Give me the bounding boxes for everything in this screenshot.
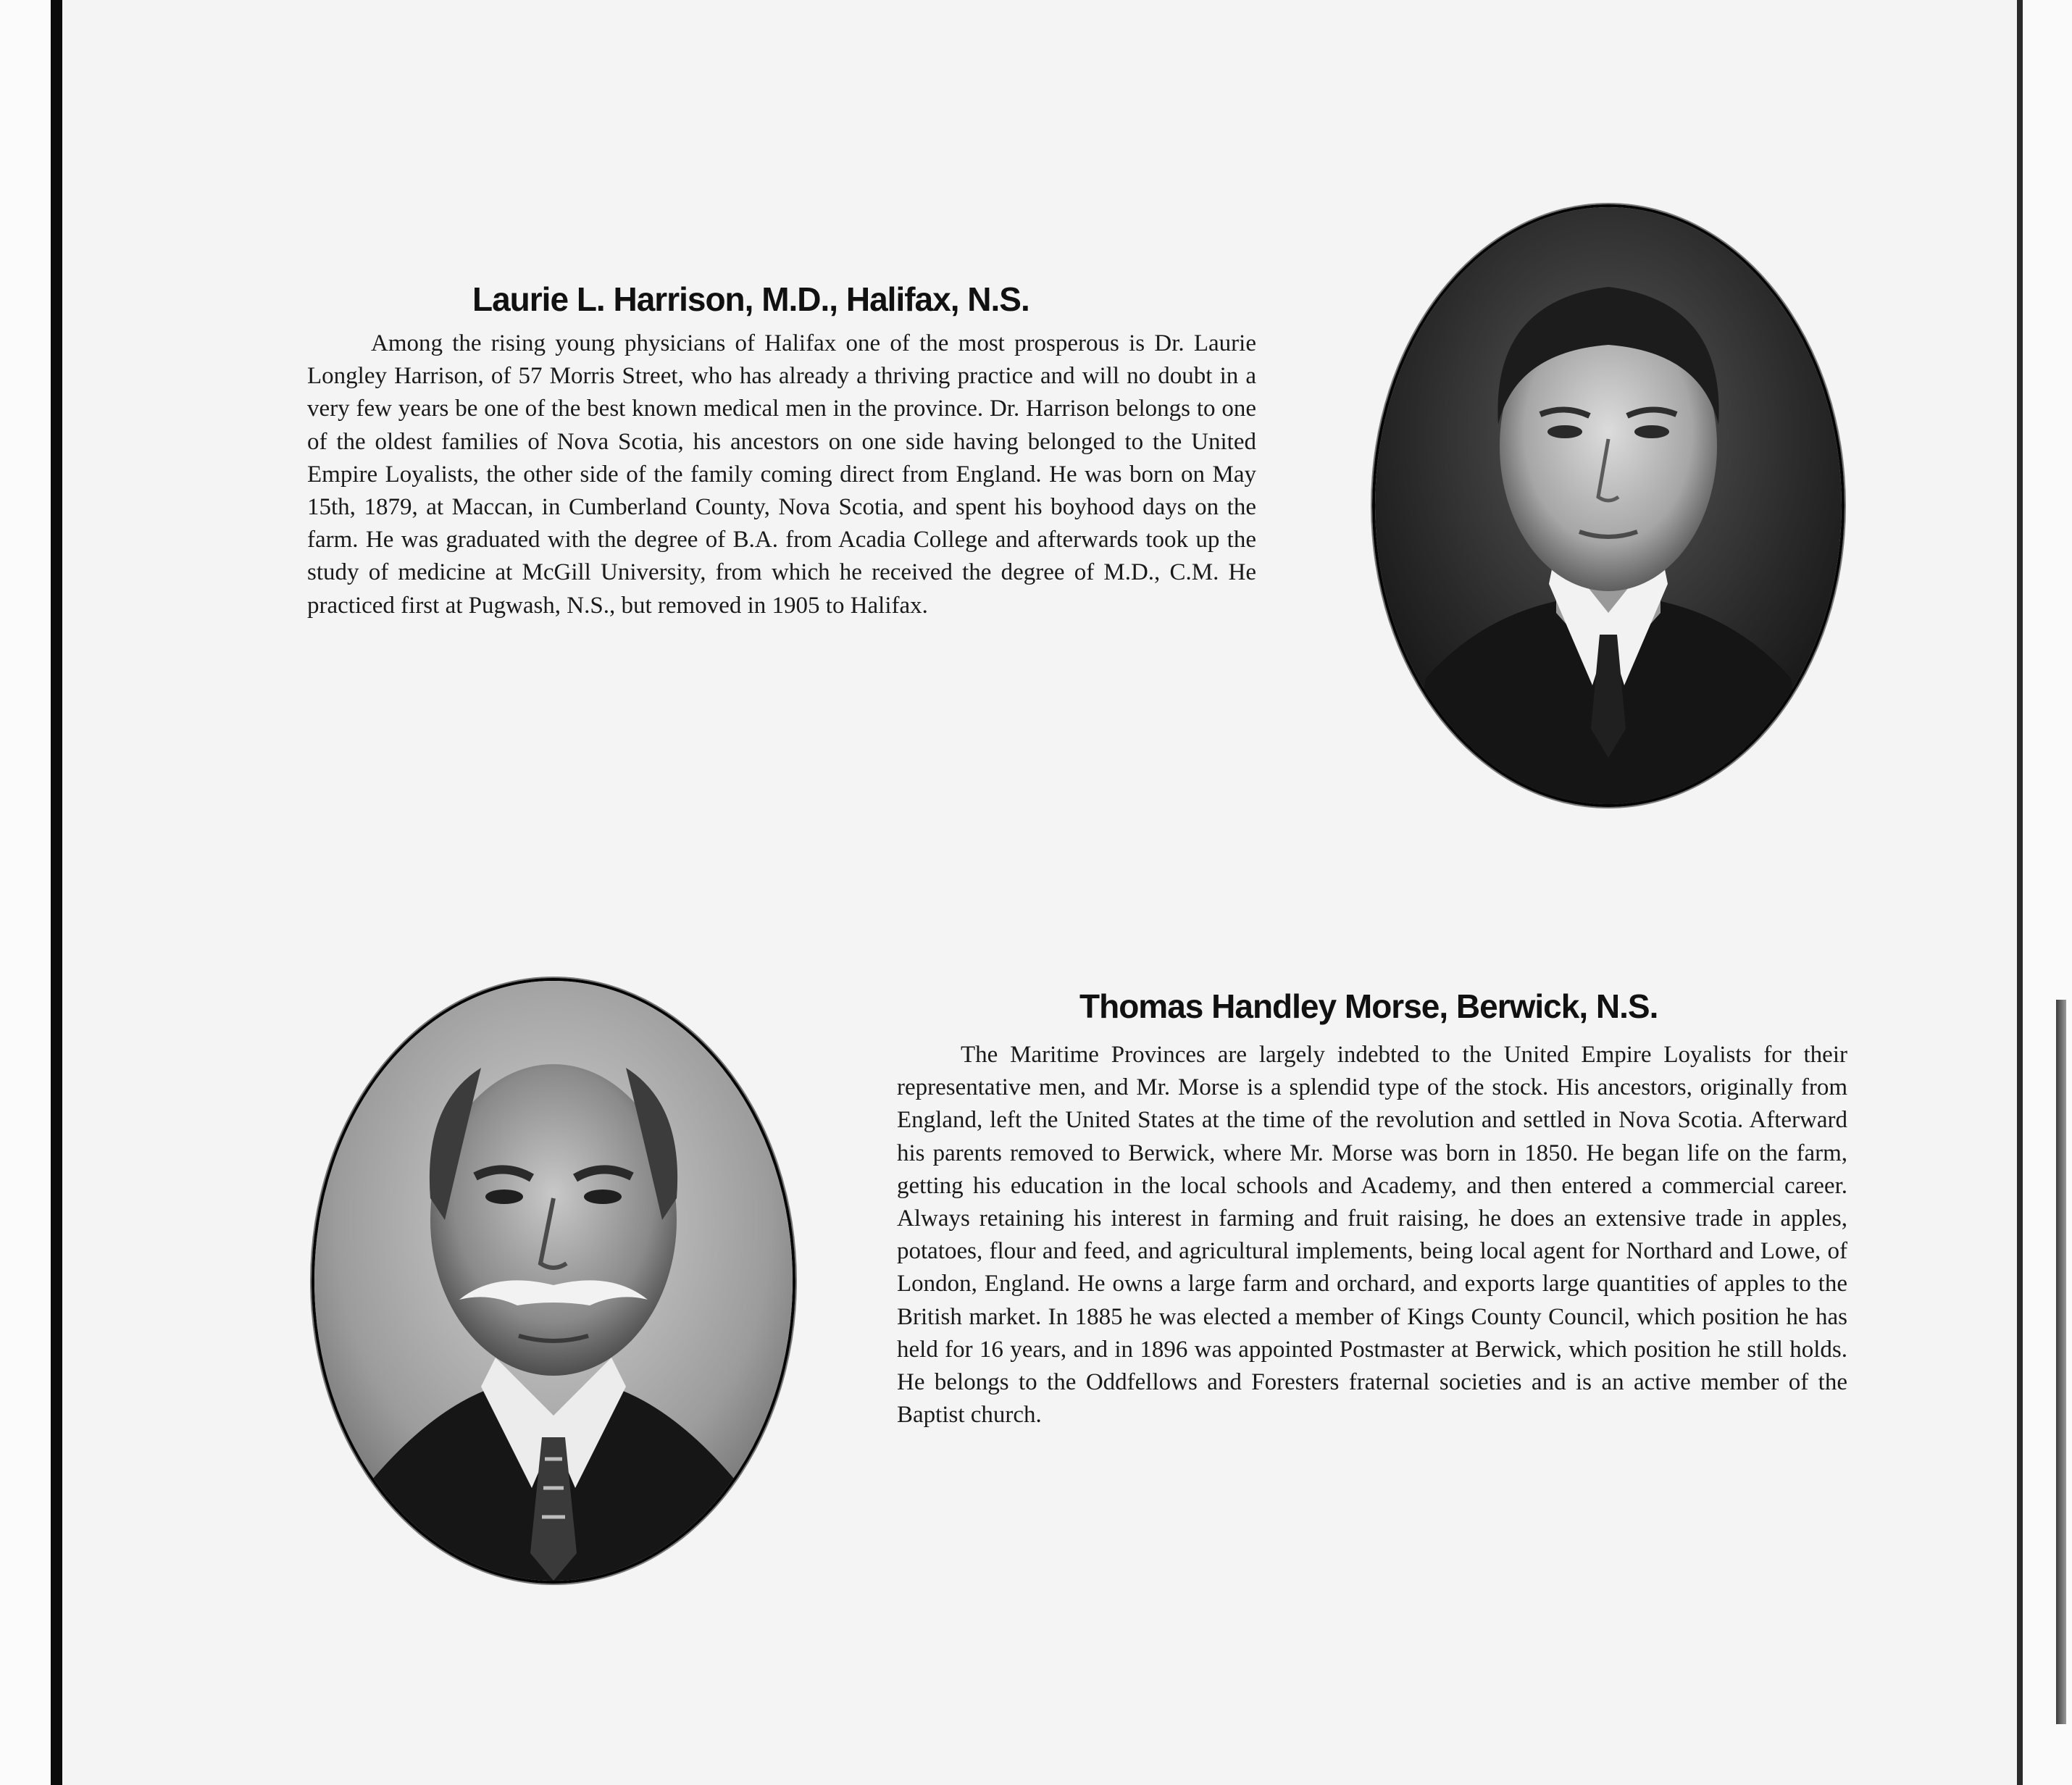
biography-text: Among the rising young physicians of Halifax one of the most prosperous is Dr. Laurie Longley Harrison, of 57 Morris Street, who has already a thriving practice and will no doubt in a very few years be one of the best known medical men in the province. Dr. Harrison belongs to one of the oldest families of Nova Scotia, his ancestors on one side having belonged to the United Empire Loyalists, the other side of the family coming direct from England. He was born on May 15th, 1879, at Maccan, in Cumberland County, Nova Scotia, and spent his boyhood days on the farm. He was graduated with the degree of B.A. from Acadia College and afterwards took up the study of medicine at McGill University, from which he received the degree of M.D., C.M. He practiced first at Pugwash, N.S., but removed in 1905 to Halifax. [307,330,1256,619]
page-binding-edge [51,0,62,1785]
biography-heading: Thomas Handley Morse, Berwick, N.S. [1079,987,1658,1025]
page-left-margin [0,0,51,1785]
portrait-photo [1372,204,1845,807]
portrait-photo [312,978,795,1584]
biography-heading: Laurie L. Harrison, M.D., Halifax, N.S. [472,280,1029,318]
biography-text: The Maritime Provinces are largely indebted to the United Empire Loyalists for their representative men, and Mr. Morse is a splendid type of the stock. His ancestors, originally from England, left the United States at the time of the revolution and settled in Nova Scotia. Afterward his parents removed to Berwick, where Mr. Morse was born in 1850. He began life on the farm, getting his education in the local schools and Academy, and then entered a commercial career. Always retaining his interest in farming and fruit raising, he does an extensive trade in apples, potatoes, flour and feed, and agricultural implements, being local agent for Northard and Lowe, of London, England. He owns a large farm and orchard, and exports large quantities of apples to the British market. In 1885 he was elected a member of Kings County Council, which position he has held for 16 years, and in 1896 was appointed Postmaster at Berwick, which position he still holds. He belongs to the Oddfellows and Foresters fraternal societies and is an active member of the Baptist church. [897,1042,1847,1429]
page-right-shadow [2056,1000,2066,1724]
page-right-edge [2017,0,2023,1785]
